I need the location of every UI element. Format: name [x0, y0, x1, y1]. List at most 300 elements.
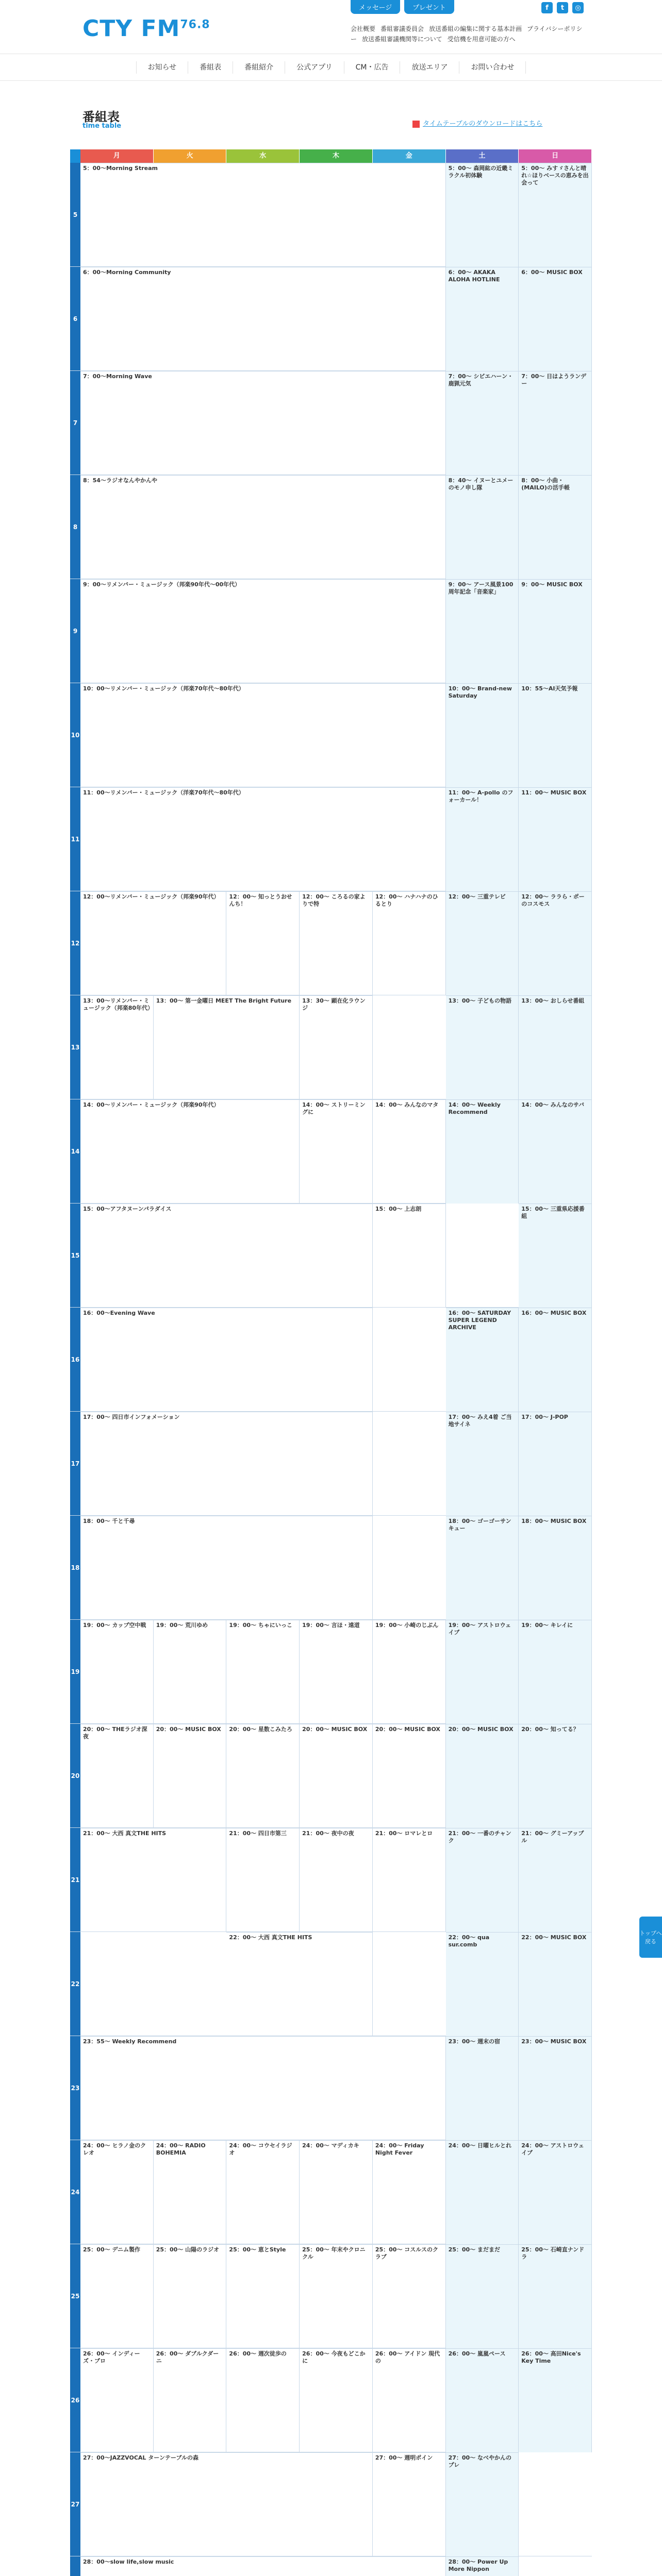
hour-label: 13	[70, 995, 80, 1099]
program-title: 14：00〜リメンバー・ミュージック（邦楽90年代）	[83, 1101, 220, 1108]
program-cell[interactable]	[154, 2348, 227, 2452]
program-cell[interactable]	[80, 891, 226, 995]
message-button[interactable]: メッセージ	[351, 0, 400, 14]
hour-label: 21	[70, 1828, 80, 1931]
program-cell[interactable]	[300, 891, 373, 995]
program-title: 27：00〜 なべやかんのプレ	[448, 2454, 512, 2468]
hour-label: 5	[70, 163, 80, 266]
program-title: 20：00〜 星数こみたろ	[229, 1726, 292, 1733]
program-cell[interactable]	[373, 1724, 446, 1828]
program-title: 11：00〜 A-pollo のフォーカール！	[448, 789, 514, 803]
hour-row	[70, 371, 592, 475]
program-cell[interactable]	[519, 371, 592, 475]
hour-label: 11	[70, 787, 80, 891]
download-link[interactable]: タイムテーブルのダウンロードはこちら	[412, 118, 542, 128]
site-logo[interactable]: CTY $FM^{76.8}$	[82, 15, 210, 42]
program-title: 24：00〜 コウセイラジオ	[229, 2142, 292, 2156]
program-title: 5：00〜 森岡紘の近畿ミラクル初体験	[448, 165, 514, 179]
program-title: 24：00〜 アストロウェイブ	[521, 2142, 584, 2156]
program-title: 10：00〜 Brand-new Saturday	[448, 685, 512, 699]
program-cell[interactable]	[446, 267, 519, 371]
program-title: 24：00〜 ヒラノ金のクレオ	[83, 2142, 146, 2156]
program-title: 20：00〜 MUSIC BOX	[302, 1726, 368, 1733]
nav-item[interactable]: 番組紹介	[233, 61, 285, 74]
header-links	[351, 24, 588, 44]
program-cell[interactable]	[80, 475, 446, 579]
program-cell[interactable]	[446, 683, 519, 787]
program-title: 17：00〜 四日市インフォメーション	[83, 1414, 180, 1420]
nav-item[interactable]: 放送エリア	[400, 61, 459, 74]
program-title: 13：00〜 おしらせ番組	[521, 997, 585, 1004]
program-title: 9：00〜 MUSIC BOX	[521, 581, 583, 588]
program-cell[interactable]	[154, 1724, 227, 1828]
program-title: 6：00〜Morning Community	[83, 269, 171, 276]
program-title: 21：00〜 夜中の夜	[302, 1830, 354, 1837]
program-cell[interactable]	[226, 1724, 300, 1828]
program-cell[interactable]	[446, 2556, 519, 2576]
hour-label: 26	[70, 2348, 80, 2452]
program-cell[interactable]	[300, 995, 373, 1099]
day-header: 月	[80, 149, 154, 163]
page-subtitle: time table	[82, 122, 122, 130]
program-cell[interactable]	[80, 1308, 373, 1412]
program-title: 25：00〜 年末やクロニクル	[302, 2246, 366, 2260]
hour-body	[80, 1828, 592, 1931]
program-title: 25：00〜 コスルスのクラブ	[375, 2246, 438, 2260]
program-cell[interactable]	[519, 1204, 592, 1308]
program-cell[interactable]	[80, 1828, 226, 1932]
program-cell[interactable]	[519, 1412, 592, 1516]
program-title: 26：00〜 週次徒歩の	[229, 2350, 287, 2357]
program-title: 18：00〜 ゴーゴーサンキュー	[448, 1518, 511, 1532]
program-title: 18：00〜 MUSIC BOX	[521, 1518, 587, 1524]
program-title: 24：00〜 マディカキ	[302, 2142, 359, 2149]
program-title: 9：00〜リメンバー・ミュージック（邦楽90年代〜00年代）	[83, 581, 241, 588]
program-cell[interactable]	[446, 1099, 519, 1204]
hour-label: 27	[70, 2452, 80, 2556]
program-cell[interactable]	[446, 475, 519, 579]
program-cell[interactable]	[446, 163, 519, 267]
day-header: 土	[446, 149, 519, 163]
program-cell[interactable]	[519, 2244, 592, 2348]
program-title: 10：00〜リメンバー・ミュージック（邦楽70年代〜80年代）	[83, 685, 244, 692]
program-title: 6：00〜 AKAKA ALOHA HOTLINE	[448, 269, 500, 283]
program-title: 14：00〜 Weekly Recommend	[448, 1101, 501, 1115]
program-title: 13：00〜リメンバー・ミュージック（邦楽80年代）	[83, 997, 154, 1011]
global-nav	[0, 54, 662, 81]
hour-body	[80, 1412, 592, 1515]
hour-body	[80, 2556, 592, 2576]
program-title: 13：00〜 子どもの物語	[448, 997, 512, 1004]
hour-body	[80, 1308, 592, 1411]
program-title: 25：00〜 恵とStyle	[229, 2246, 286, 2253]
program-title: 16：00〜 SATURDAY SUPER LEGEND ARCHIVE	[448, 1310, 511, 1331]
program-cell[interactable]	[80, 2036, 446, 2140]
hour-label: 7	[70, 371, 80, 474]
hour-body	[80, 371, 592, 474]
timetable	[70, 149, 592, 2576]
program-cell[interactable]	[519, 2140, 592, 2244]
program-cell[interactable]	[446, 995, 519, 1099]
program-title: 16：00〜Evening Wave	[83, 1310, 155, 1316]
program-title: 21：00〜 一番のチャンク	[448, 1830, 511, 1844]
program-title: 21：00〜 グミーアップル	[521, 1830, 584, 1844]
hour-row	[70, 1828, 592, 1932]
header-link[interactable]: 放送番組審議機関等について	[362, 36, 442, 43]
program-cell[interactable]	[80, 787, 446, 891]
hour-label: 12	[70, 891, 80, 995]
hour-body	[80, 1204, 592, 1307]
program-title: 24：00〜 Friday Night Fever	[375, 2142, 424, 2156]
page-title: 番組表	[82, 110, 120, 124]
program-cell[interactable]	[80, 2556, 446, 2576]
hour-label: 18	[70, 1516, 80, 1619]
program-title: 14：00〜 みんなのサバ	[521, 1101, 585, 1108]
program-title: 21：00〜 大西 真文THE HITS	[83, 1830, 167, 1837]
hour-row	[70, 891, 592, 995]
program-title: 25：00〜 まだまだ	[448, 2246, 501, 2253]
hour-label: 24	[70, 2140, 80, 2244]
hour-row	[70, 2140, 592, 2244]
program-title: 8：00〜 小曲・(MAILO)の活手帳	[521, 477, 570, 491]
hour-label: 20	[70, 1724, 80, 1827]
hour-row	[70, 1308, 592, 1412]
program-title: 12：00〜 ハナハナのひるとり	[375, 893, 438, 907]
program-cell[interactable]	[519, 1516, 592, 1620]
program-cell[interactable]	[226, 1828, 300, 1932]
program-cell[interactable]	[226, 1620, 300, 1724]
program-title: 7：00〜 シビエハーン・鹿猟元気	[448, 373, 514, 387]
program-title: 22：00〜 qua sur.comb	[448, 1934, 490, 1948]
program-title: 7：00〜 日はようランデー	[521, 373, 587, 387]
program-title: 26：00〜 嵐嵐ペース	[448, 2350, 506, 2357]
program-cell[interactable]	[80, 163, 446, 267]
program-title: 23：55〜 Weekly Recommend	[83, 2038, 177, 2045]
hour-body	[80, 475, 592, 579]
hour-row	[70, 1620, 592, 1724]
hour-body	[80, 1620, 592, 1723]
hour-body	[80, 2244, 592, 2348]
program-title: 27：00〜 週明ポイン	[375, 2454, 433, 2461]
program-cell[interactable]	[373, 1620, 446, 1724]
hour-label: 25	[70, 2244, 80, 2348]
top-buttons	[351, 0, 454, 14]
hour-body	[80, 2140, 592, 2244]
program-title: 6：00〜 MUSIC BOX	[521, 269, 583, 276]
site-header	[0, 0, 662, 54]
program-title: 19：00〜 キレイに	[521, 1622, 573, 1629]
program-cell[interactable]	[80, 683, 446, 787]
program-title: 26：00〜 ダブルクダーニ	[156, 2350, 219, 2364]
program-cell[interactable]	[446, 2452, 519, 2556]
hour-body	[80, 2348, 592, 2452]
header-link[interactable]: プライバシーポリシー	[351, 25, 583, 43]
program-title: 19：00〜 荒川ゆめ	[156, 1622, 208, 1629]
program-cell[interactable]	[373, 1099, 446, 1204]
program-title: 8：54〜ラジオなんやかんや	[83, 477, 157, 484]
hour-body	[80, 787, 592, 891]
hour-body	[80, 1099, 592, 1203]
hour-row	[70, 2452, 592, 2556]
program-cell[interactable]	[519, 683, 592, 787]
program-title: 15：00〜アフタヌーンパラダイス	[83, 1206, 172, 1212]
program-cell[interactable]	[446, 1412, 519, 1516]
hour-body	[80, 995, 592, 1099]
program-title: 12：00〜 三重テレビ	[448, 893, 506, 900]
program-title: 22：00〜 MUSIC BOX	[521, 1934, 587, 1941]
program-cell[interactable]	[226, 1932, 372, 2036]
hour-row	[70, 683, 592, 787]
program-title: 20：00〜 MUSIC BOX	[156, 1726, 221, 1733]
program-cell[interactable]	[300, 1828, 373, 1932]
program-cell[interactable]	[154, 2140, 227, 2244]
social-links	[541, 2, 584, 13]
to-top-button[interactable]: トップへ戻る	[639, 1917, 662, 1958]
nav-item[interactable]: 番組表	[188, 61, 233, 74]
program-cell[interactable]	[300, 2348, 373, 2452]
day-header: 木	[300, 149, 373, 163]
hour-row	[70, 1516, 592, 1620]
program-title: 9：00〜 アース風景100周年記念「音楽家」	[448, 581, 514, 595]
program-cell[interactable]	[154, 995, 300, 1099]
program-cell[interactable]	[519, 2036, 592, 2140]
header-link[interactable]: 放送番組の編集に関する基本計画	[429, 25, 522, 32]
nav-item[interactable]: お問い合わせ	[459, 61, 526, 74]
program-title: 12：00〜 ララら・ポーのコスモス	[521, 893, 585, 907]
program-cell[interactable]	[446, 2036, 519, 2140]
program-title: 8：40〜 イヌーとユメーのモノ申し隊	[448, 477, 514, 491]
program-title: 19：00〜 アストロウェイブ	[448, 1622, 511, 1636]
present-button[interactable]: プレゼント	[404, 0, 454, 14]
header-link[interactable]: 受信機を用意可能の方へ	[447, 36, 516, 43]
twitter-icon[interactable]: t	[557, 2, 568, 13]
program-cell[interactable]	[373, 1204, 446, 1308]
program-title: 7：00〜Morning Wave	[83, 373, 152, 380]
header-link[interactable]: 会社概要	[351, 25, 376, 32]
hour-body	[80, 683, 592, 787]
timetable-header	[70, 149, 592, 163]
program-cell[interactable]	[519, 475, 592, 579]
program-cell[interactable]	[300, 1099, 373, 1204]
program-title: 11：00〜 MUSIC BOX	[521, 789, 587, 796]
hour-label: 17	[70, 1412, 80, 1515]
program-cell[interactable]	[519, 787, 592, 891]
program-title: 13：30〜 顕在化ラウンジ	[302, 997, 366, 1011]
program-cell[interactable]	[80, 579, 446, 683]
program-title: 15：00〜 三重県応援番組	[521, 1206, 585, 1219]
program-cell[interactable]	[519, 1308, 592, 1412]
hour-row	[70, 1099, 592, 1204]
program-cell[interactable]	[446, 1724, 519, 1828]
program-cell[interactable]	[519, 1620, 592, 1724]
hour-row	[70, 579, 592, 683]
program-title: 24：00〜 RADIO BOHEMIA	[156, 2142, 206, 2156]
program-cell[interactable]	[519, 2348, 592, 2452]
program-title: 20：00〜 MUSIC BOX	[448, 1726, 514, 1733]
hour-label: 15	[70, 1204, 80, 1307]
program-cell[interactable]	[80, 1516, 373, 1620]
program-title: 15：00〜 上志朗	[375, 1206, 422, 1212]
program-title: 27：00〜JAZZVOCAL ターンテーブルの森	[83, 2454, 199, 2461]
program-cell[interactable]	[446, 891, 519, 995]
program-cell[interactable]	[519, 163, 592, 267]
program-cell[interactable]	[519, 995, 592, 1099]
program-title: 23：00〜 MUSIC BOX	[521, 2038, 587, 2045]
program-title: 14：00〜 ストリーミングに	[302, 1101, 366, 1115]
hour-label: 10	[70, 683, 80, 787]
hour-label: 6	[70, 267, 80, 370]
hour-row	[70, 163, 592, 267]
program-cell[interactable]	[80, 1620, 154, 1724]
title-area	[0, 81, 662, 130]
program-cell[interactable]	[373, 891, 446, 995]
program-title: 26：00〜 高田Nice's Key Time	[521, 2350, 581, 2364]
program-cell[interactable]	[226, 2140, 300, 2244]
program-title: 5：00〜 みすゞさんと晴れ☆ほりベースの恵みを出会って	[521, 165, 589, 186]
program-cell[interactable]	[80, 2452, 373, 2556]
program-cell[interactable]	[300, 1620, 373, 1724]
program-cell[interactable]	[519, 1828, 592, 1932]
day-header: 水	[226, 149, 300, 163]
day-header: 火	[154, 149, 227, 163]
hour-body	[80, 579, 592, 683]
program-title: 26：00〜 インディーズ・ブロ	[83, 2350, 140, 2364]
program-cell[interactable]	[80, 267, 446, 371]
hour-label: 9	[70, 579, 80, 683]
hour-row	[70, 2244, 592, 2348]
program-cell[interactable]	[446, 1620, 519, 1724]
program-cell[interactable]	[446, 1828, 519, 1932]
nav-item[interactable]: お知らせ	[136, 61, 189, 74]
program-title: 26：00〜 今夜もどこかに	[302, 2350, 366, 2364]
program-title: 16：00〜 MUSIC BOX	[521, 1310, 587, 1316]
program-title: 19：00〜 言ほ・遠道	[302, 1622, 360, 1629]
program-cell[interactable]	[80, 371, 446, 475]
program-cell[interactable]	[154, 2244, 227, 2348]
program-title: 20：00〜 MUSIC BOX	[375, 1726, 440, 1733]
program-cell[interactable]	[80, 1724, 154, 1828]
day-header: 日	[519, 149, 592, 163]
program-title: 20：00〜 知ってる？	[521, 1726, 579, 1733]
program-title: 19：00〜 小崎のじぶん	[375, 1622, 439, 1629]
program-cell[interactable]	[519, 267, 592, 371]
hour-row	[70, 267, 592, 371]
program-title: 13：00〜 第一金曜日 MEET The Bright Future	[156, 997, 292, 1004]
program-cell[interactable]	[446, 2244, 519, 2348]
program-cell[interactable]	[519, 1724, 592, 1828]
program-cell[interactable]	[519, 891, 592, 995]
nav-item[interactable]: CM・広告	[344, 61, 401, 74]
program-cell[interactable]	[519, 579, 592, 683]
facebook-icon[interactable]: f	[541, 2, 553, 13]
program-title: 25：00〜 山陽のラジオ	[156, 2246, 220, 2253]
hour-label	[70, 2556, 80, 2576]
program-cell[interactable]	[80, 2348, 154, 2452]
program-title: 23：00〜 週末の宿	[448, 2038, 501, 2045]
program-cell[interactable]	[300, 2140, 373, 2244]
program-title: 28：00〜 Power Up More Nippon	[448, 2558, 508, 2572]
nav-item[interactable]: 公式アプリ	[285, 61, 344, 74]
program-title: 19：00〜 ちゃにいっこ	[229, 1622, 292, 1629]
hour-row	[70, 2348, 592, 2452]
program-cell[interactable]	[373, 1828, 446, 1932]
hour-row	[70, 2036, 592, 2140]
program-cell[interactable]	[80, 1412, 373, 1516]
program-cell[interactable]	[373, 2140, 446, 2244]
program-title: 14：00〜 みんなのマタ	[375, 1101, 439, 1108]
program-cell[interactable]	[80, 1099, 300, 1204]
program-cell[interactable]	[446, 2348, 519, 2452]
program-cell[interactable]	[80, 995, 154, 1099]
hour-row	[70, 995, 592, 1099]
program-title: 12：00〜 ころるの家よりで特	[302, 893, 366, 907]
program-title: 12：00〜リメンバー・ミュージック（邦楽90年代）	[83, 893, 220, 900]
header-link[interactable]: 番組審議委員会	[380, 25, 424, 32]
program-cell[interactable]	[80, 2244, 154, 2348]
program-cell[interactable]	[226, 2244, 300, 2348]
hour-column-header	[70, 149, 80, 163]
hour-label: 16	[70, 1308, 80, 1411]
program-cell[interactable]	[300, 2244, 373, 2348]
program-title: 24：00〜 日曜ヒルとれ	[448, 2142, 512, 2149]
program-cell[interactable]	[154, 1620, 227, 1724]
program-cell[interactable]	[373, 2452, 446, 2556]
program-title: 20：00〜 THEラジオ深夜	[83, 1726, 147, 1740]
hour-row	[70, 1412, 592, 1516]
program-cell[interactable]	[519, 1932, 592, 2036]
program-cell[interactable]	[80, 1204, 373, 1308]
program-cell[interactable]	[226, 2348, 300, 2452]
program-title: 19：00〜 カップ空中戦	[83, 1622, 146, 1629]
program-cell[interactable]	[446, 1932, 519, 2036]
hour-body	[80, 1516, 592, 1619]
hour-body	[80, 891, 592, 995]
program-title: 11：00〜リメンバー・ミュージック（洋楽70年代〜80年代）	[83, 789, 244, 796]
program-cell[interactable]	[446, 2140, 519, 2244]
program-cell[interactable]	[373, 2348, 446, 2452]
program-cell[interactable]	[446, 1516, 519, 1620]
program-cell[interactable]	[446, 579, 519, 683]
hour-label: 22	[70, 1932, 80, 2036]
hour-body	[80, 2452, 592, 2556]
program-cell[interactable]	[300, 1724, 373, 1828]
program-title: 28：00〜slow life,slow music	[83, 2558, 174, 2565]
instagram-icon[interactable]: ◎	[572, 2, 584, 13]
program-cell[interactable]	[446, 1308, 519, 1412]
program-title: 21：00〜 四日市第三	[229, 1830, 287, 1837]
hour-row	[70, 1724, 592, 1828]
hour-label: 19	[70, 1620, 80, 1723]
hour-label: 23	[70, 2036, 80, 2140]
program-title: 10：55〜AI天気予報	[521, 685, 578, 692]
program-title: 22：00〜 大西 真文THE HITS	[229, 1934, 312, 1941]
program-title: 25：00〜 デニム製作	[83, 2246, 141, 2253]
program-title: 17：00〜 J-POP	[521, 1414, 568, 1420]
hour-row	[70, 2556, 592, 2576]
program-cell[interactable]	[519, 1099, 592, 1204]
hour-body	[80, 267, 592, 370]
hour-body	[80, 2036, 592, 2140]
program-cell[interactable]	[446, 787, 519, 891]
program-cell[interactable]	[80, 2140, 154, 2244]
program-cell[interactable]	[446, 371, 519, 475]
program-cell[interactable]	[226, 891, 300, 995]
program-title: 12：00〜 知っとうおせんち！	[229, 893, 292, 907]
hour-row	[70, 787, 592, 891]
day-header: 金	[373, 149, 446, 163]
program-cell[interactable]	[373, 2244, 446, 2348]
hour-row	[70, 1204, 592, 1308]
